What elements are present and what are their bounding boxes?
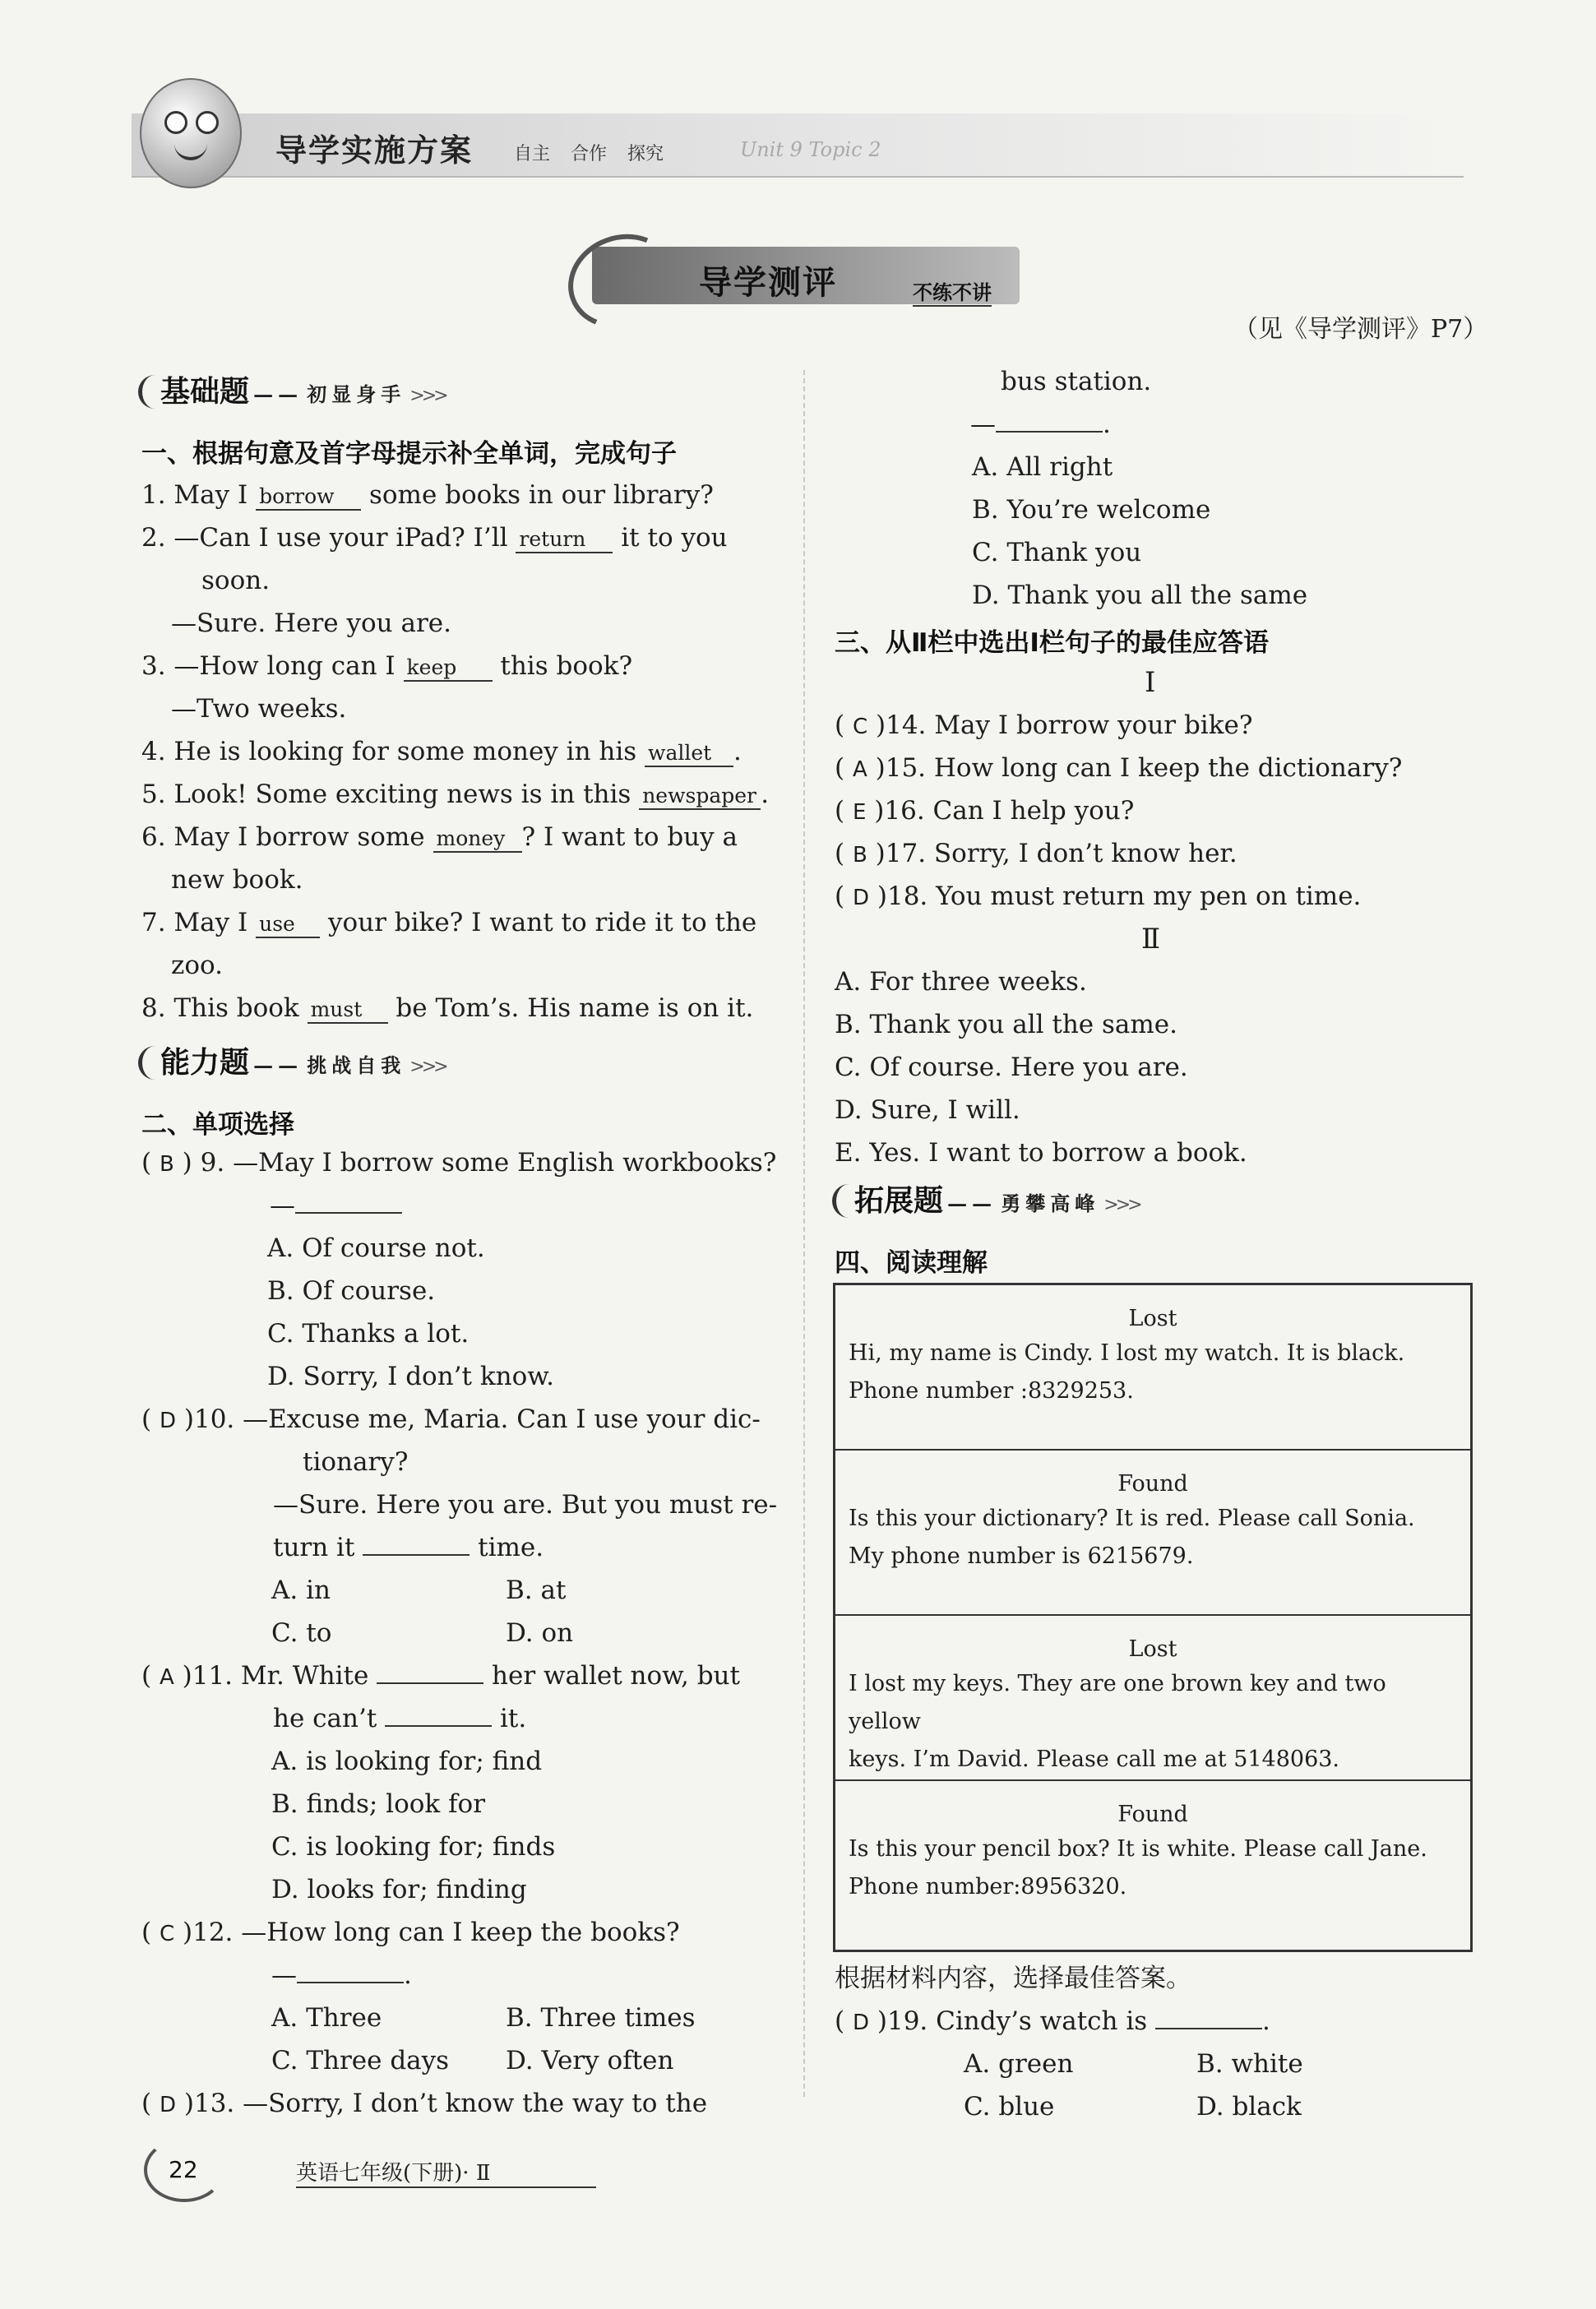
q10: ( D )10. —Excuse me, Maria. Can I use your dic- xyxy=(141,1404,761,1434)
section-extend-sub: 勇攀高峰 xyxy=(1001,1192,1100,1215)
notice-line: Phone number:8956320. xyxy=(849,1874,1127,1899)
notice-found-pencil-box xyxy=(835,1781,1470,1946)
q10-line3: —Sure. Here you are. But you must re- xyxy=(273,1490,778,1520)
part3-option-c: C. Of course. Here you are. xyxy=(835,1053,1188,1082)
q3-answer: keep xyxy=(404,655,493,682)
q10-option-b: B. at xyxy=(506,1576,567,1605)
reference-note: （见《导学测评》P7） xyxy=(1233,315,1488,344)
q13-blank: — . xyxy=(970,403,1111,446)
q12-option-b: B. Three times xyxy=(506,2003,696,2033)
q10-option-a: A. in xyxy=(271,1576,331,1605)
q6-cont: new book. xyxy=(171,865,303,895)
q11-line2: he can’t it. xyxy=(273,1697,526,1740)
q7: 7. May I use your bike? I want to ride it to the xyxy=(141,908,757,937)
notice-lost-keys xyxy=(835,1616,1470,1781)
q12-option-d: D. Very often xyxy=(506,2046,674,2075)
banner-subtitle: 不练不讲 xyxy=(913,276,992,307)
q13-option-c: C. Thank you xyxy=(972,538,1142,567)
q11: ( A )11. Mr. White her wallet now, but xyxy=(141,1654,740,1699)
part3-option-a: A. For three weeks. xyxy=(835,967,1087,997)
notice-title: Lost xyxy=(1128,1636,1177,1662)
mascot-logo xyxy=(140,78,242,188)
section-ability-header: 能力题 —— 挑战自我 >>> xyxy=(138,1039,446,1081)
q9-option-a: A. Of course not. xyxy=(267,1233,485,1263)
section-basic-title: 基础题 xyxy=(138,375,249,409)
part4-title: 四、阅读理解 xyxy=(835,1248,988,1278)
q14-answer: C xyxy=(852,715,868,739)
notice-title: Lost xyxy=(1128,1306,1177,1331)
q18: ( D )18. You must return my pen on time. xyxy=(835,881,1362,911)
q19: ( D )19. Cindy’s watch is . xyxy=(835,2000,1270,2044)
q4-answer: wallet xyxy=(645,741,733,767)
part3-option-d: D. Sure, I will. xyxy=(835,1095,1020,1125)
q17: ( B )17. Sorry, I don’t know her. xyxy=(835,839,1237,868)
mascot-mouth xyxy=(174,144,207,160)
header-subtitle: 自主 合作 探究 xyxy=(514,144,664,164)
q8-answer: must xyxy=(308,997,388,1024)
q6-answer: money xyxy=(433,826,522,853)
q19-option-c: C. blue xyxy=(964,2092,1055,2122)
q11-option-b: B. finds; look for xyxy=(271,1789,486,1819)
footer-book: 英语七年级(下册)· Ⅱ xyxy=(296,2156,596,2188)
page-number: 22 xyxy=(169,2156,198,2183)
q5: 5. Look! Some exciting news is in this newspaper . xyxy=(141,780,770,809)
notice-line: keys. I’m David. Please call me at 5148063. xyxy=(849,1747,1340,1772)
notice-line: Is this your dictionary? It is red. Please call Sonia. xyxy=(849,1506,1415,1531)
q10-option-d: D. on xyxy=(506,1618,574,1648)
q9-answer: B xyxy=(159,1152,174,1177)
q9: ( B ) 9. —May I borrow some English workbooks? xyxy=(141,1148,777,1178)
q16-answer: E xyxy=(852,800,867,825)
q13: ( D )13. —Sorry, I don’t know the way to the xyxy=(141,2089,708,2118)
q13-line2: bus station. xyxy=(1001,367,1152,396)
column-divider xyxy=(803,370,805,2097)
q2-answer: return xyxy=(516,527,613,553)
notice-found-dictionary xyxy=(835,1451,1470,1616)
part3-col1-label: Ⅰ xyxy=(1145,666,1156,699)
q11-option-d: D. looks for; finding xyxy=(271,1875,527,1904)
notice-line: Phone number :8329253. xyxy=(849,1378,1134,1404)
q7-answer: use xyxy=(256,912,320,938)
part3-title: 三、从Ⅱ栏中选出Ⅰ栏句子的最佳应答语 xyxy=(835,628,1269,658)
section-ability-sub: 挑战自我 xyxy=(307,1053,406,1077)
q11-option-a: A. is looking for; find xyxy=(271,1747,543,1776)
q10-answer: D xyxy=(159,1409,176,1433)
q12-option-a: A. Three xyxy=(271,2003,382,2033)
notice-line: Is this your pencil box? It is white. Please call Jane. xyxy=(849,1836,1427,1862)
q2-reply: —Sure. Here you are. xyxy=(171,608,451,638)
q12-option-c: C. Three days xyxy=(271,2046,450,2075)
q15: ( A )15. How long can I keep the dictionary? xyxy=(835,753,1403,783)
q2: 2. —Can I use your iPad? I’ll return it to you xyxy=(141,523,728,553)
banner-swirl-icon xyxy=(555,220,688,343)
q11-option-c: C. is looking for; finds xyxy=(271,1832,556,1862)
q17-answer: B xyxy=(852,843,867,868)
q18-answer: D xyxy=(852,886,869,910)
q14: ( C )14. May I borrow your bike? xyxy=(835,710,1253,740)
section-basic-sub: 初显身手 xyxy=(307,382,406,406)
q2-cont: soon. xyxy=(201,566,271,595)
notice-line: I lost my keys. They are one brown key and two yellow xyxy=(849,1671,1386,1734)
q6: 6. May I borrow some money ? I want to buy a xyxy=(141,822,738,852)
q10-line2: tionary? xyxy=(303,1447,409,1477)
q10-line4: turn it time. xyxy=(273,1526,544,1569)
section-ability-title: 能力题 xyxy=(138,1046,249,1080)
mascot-eye-right xyxy=(196,111,219,134)
notice-table xyxy=(833,1283,1473,1952)
part2-title: 二、单项选择 xyxy=(141,1110,294,1140)
q11-answer: A xyxy=(159,1665,174,1690)
q3: 3. —How long can I keep this book? xyxy=(141,651,633,681)
q13-option-b: B. You’re welcome xyxy=(972,495,1211,525)
q1-answer: borrow xyxy=(256,484,361,511)
part1-title: 一、根据句意及首字母提示补全单词，完成句子 xyxy=(141,439,677,469)
section-basic-header: 基础题 —— 初显身手 >>> xyxy=(138,368,446,410)
q10-option-c: C. to xyxy=(271,1618,332,1648)
q12-blank: — . xyxy=(271,1954,412,1997)
q7-cont: zoo. xyxy=(171,951,223,980)
header-faint-text: Unit 9 Topic 2 xyxy=(740,138,881,161)
header-title: 导学实施方案 xyxy=(275,132,474,169)
q13-answer: D xyxy=(159,2093,176,2117)
section-extend-title: 拓展题 xyxy=(832,1184,943,1218)
part4-instruction: 根据材料内容，选择最佳答案。 xyxy=(835,1964,1191,1993)
notice-lost-watch xyxy=(835,1285,1470,1451)
q13-option-d: D. Thank you all the same xyxy=(972,581,1308,610)
notice-line: My phone number is 6215679. xyxy=(849,1543,1194,1569)
q8: 8. This book must be Tom’s. His name is on it. xyxy=(141,993,754,1023)
q4: 4. He is looking for some money in his wallet . xyxy=(141,737,742,766)
q3-reply: —Two weeks. xyxy=(171,694,347,724)
q9-option-d: D. Sorry, I don’t know. xyxy=(267,1362,554,1391)
q9-blank: — xyxy=(270,1184,402,1227)
q19-answer: D xyxy=(852,2011,869,2035)
notice-title: Found xyxy=(1117,1471,1188,1497)
section-extend-header: 拓展题 —— 勇攀高峰 >>> xyxy=(832,1178,1140,1219)
q19-option-a: A. green xyxy=(964,2049,1074,2079)
q9-option-c: C. Thanks a lot. xyxy=(267,1319,470,1349)
mascot-eye-left xyxy=(164,111,187,134)
part3-option-b: B. Thank you all the same. xyxy=(835,1010,1177,1039)
q19-option-d: D. black xyxy=(1196,2092,1302,2122)
part3-option-e: E. Yes. I want to borrow a book. xyxy=(835,1138,1247,1168)
q13-option-a: A. All right xyxy=(972,452,1113,482)
q12-answer: C xyxy=(159,1922,175,1946)
q5-answer: newspaper xyxy=(639,784,761,810)
q16: ( E )16. Can I help you? xyxy=(835,796,1135,826)
part3-col2-label: Ⅱ xyxy=(1141,923,1161,956)
q9-option-b: B. Of course. xyxy=(267,1276,436,1306)
q15-answer: A xyxy=(852,757,867,782)
q12: ( C )12. —How long can I keep the books? xyxy=(141,1918,680,1947)
notice-title: Found xyxy=(1117,1802,1188,1827)
banner-title: 导学测评 xyxy=(699,264,837,302)
q1: 1. May I borrow some books in our library? xyxy=(141,480,714,510)
q19-option-b: B. white xyxy=(1196,2049,1303,2079)
notice-line: Hi, my name is Cindy. I lost my watch. It is black. xyxy=(849,1340,1405,1366)
